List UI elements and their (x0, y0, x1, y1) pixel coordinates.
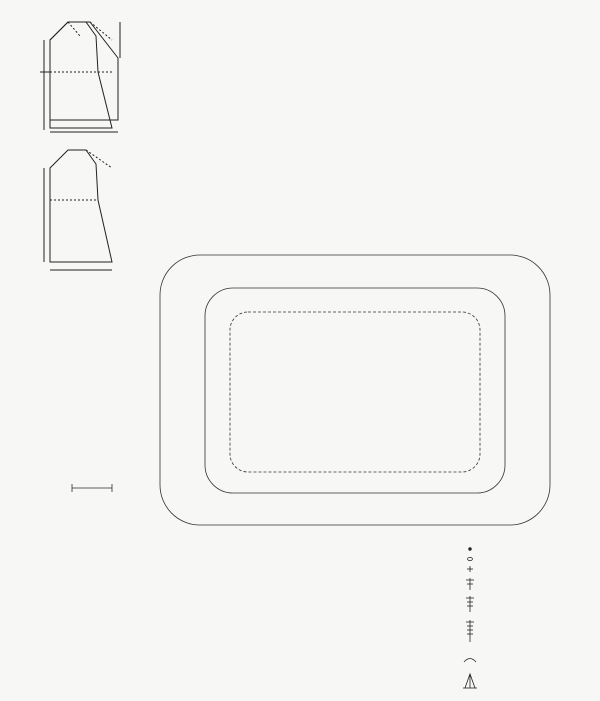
scheme-30-3-chart (72, 484, 112, 492)
legend-symbols (463, 548, 477, 688)
scheme-30-1-chart (160, 255, 550, 525)
back-pattern-piece (44, 150, 112, 270)
